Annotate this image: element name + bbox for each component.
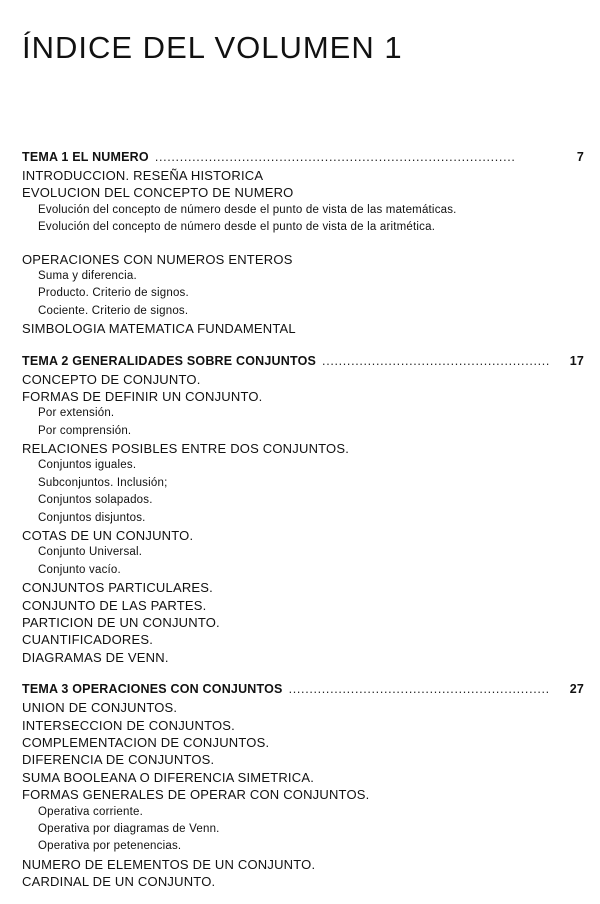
toc-entry[interactable]: CARDINAL DE UN CONJUNTO. [22,874,216,890]
toc-entry[interactable]: DIAGRAMAS DE VENN. [22,649,169,665]
toc-subentry[interactable]: Operativa por diagramas de Venn. [38,822,220,835]
toc-subentry[interactable]: Suma y diferencia. [38,269,137,282]
toc-subentry[interactable]: Conjuntos disjuntos. [38,511,146,524]
toc-subentry[interactable]: Conjunto Universal. [38,546,143,559]
toc-subentry[interactable]: Conjuntos solapados. [38,494,153,507]
page-number: 17 [569,353,584,368]
toc-subentry[interactable]: Operativa corriente. [38,805,143,818]
toc-subentry[interactable]: Por extensión. [38,407,115,420]
toc-entry[interactable]: RELACIONES POSIBLES ENTRE DOS CONJUNTOS. [22,441,350,457]
toc-entry[interactable]: COTAS DE UN CONJUNTO. [22,528,194,544]
toc-section [22,352,584,667]
toc-subentry[interactable]: Conjuntos iguales. [38,459,137,472]
toc-subentry[interactable]: Subconjuntos. Inclusión; [38,476,168,489]
section-heading[interactable] [22,352,584,371]
toc-entry[interactable]: FORMAS GENERALES DE OPERAR CON CONJUNTOS. [22,787,370,803]
section-heading-text: TEMA 2 GENERALIDADES SOBRE CONJUNTOS [22,353,317,368]
toc-subentry[interactable]: Conjunto vacío. [38,563,121,576]
toc-entry[interactable]: CUANTIFICADORES. [22,632,154,648]
toc-entry[interactable]: SIMBOLOGIA MATEMATICA FUNDAMENTAL [22,321,296,337]
section-heading[interactable] [22,680,584,699]
toc-subentry[interactable]: Evolución del concepto de número desde el punto de vista de la aritmética. [38,221,436,234]
toc-subentry[interactable]: Por comprensión. [38,424,132,437]
toc-entry[interactable]: INTRODUCCION. RESEÑA HISTORICA [22,168,264,183]
toc-subentry[interactable]: Cociente. Criterio de signos. [38,304,189,317]
toc-entry[interactable]: NUMERO DE ELEMENTOS DE UN CONJUNTO. [22,856,316,872]
toc-section [22,680,584,890]
toc-entry[interactable]: DIFERENCIA DE CONJUNTOS. [22,752,215,768]
page-number: 7 [576,150,584,164]
dot-leader [155,148,550,167]
dot-leader [322,352,550,371]
page-title: ÍNDICE DEL VOLUMEN 1 [22,30,403,65]
table-of-contents [22,148,584,904]
spacer [22,237,584,251]
section-heading-text: TEMA 1 EL NUMERO [22,150,149,164]
toc-entry[interactable]: FORMAS DE DEFINIR UN CONJUNTO. [22,388,263,404]
toc-entry[interactable]: CONCEPTO DE CONJUNTO. [22,371,201,387]
toc-subentry[interactable]: Evolución del concepto de número desde el punto de vista de las matemáticas. [38,203,457,216]
toc-entry[interactable]: UNION DE CONJUNTOS. [22,700,178,716]
toc-entry[interactable]: COMPLEMENTACION DE CONJUNTOS. [22,734,270,750]
toc-entry[interactable]: INTERSECCION DE CONJUNTOS. [22,717,235,733]
toc-entry[interactable]: EVOLUCION DEL CONCEPTO DE NUMERO [22,185,294,201]
toc-subentry[interactable]: Producto. Criterio de signos. [38,287,189,300]
page-number: 27 [569,682,584,697]
toc-entry[interactable]: CONJUNTO DE LAS PARTES. [22,597,207,613]
toc-section [22,148,584,338]
toc-entry[interactable]: SUMA BOOLEANA O DIFERENCIA SIMETRICA. [22,769,315,785]
dot-leader [289,680,550,699]
toc-subentry[interactable]: Operativa por petenencias. [38,840,182,853]
toc-entry[interactable]: PARTICION DE UN CONJUNTO. [22,614,220,630]
section-heading-text: TEMA 3 OPERACIONES CON CONJUNTOS [22,682,283,697]
toc-entry[interactable]: OPERACIONES CON NUMEROS ENTEROS [22,251,293,267]
toc-entry[interactable]: CONJUNTOS PARTICULARES. [22,580,213,596]
section-heading[interactable] [22,148,584,167]
